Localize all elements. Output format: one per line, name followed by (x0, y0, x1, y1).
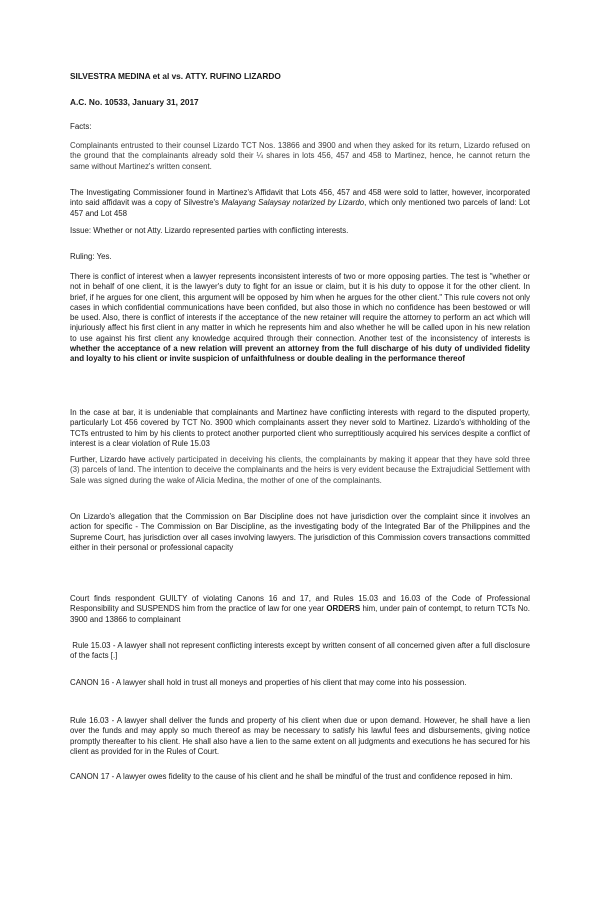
canon-16: CANON 16 - A lawyer shall hold in trust all moneys and properties of his client that may come into his possession. (70, 678, 467, 687)
ruling-paragraph-3 (70, 455, 530, 486)
ruling-p3-rest: actively participated in deceiving his clients, the complainants by making it appear that they have sold three (3) parcels of land. The intention to deceive the complainants and the heirs is very evident because the Extrajudicial Settlement with Sale was signed during the wake of Alicia Medina, the mother of one of the complainants. (70, 455, 530, 485)
case-citation: A.C. No. 10533, January 31, 2017 (70, 97, 199, 107)
disposition-text-2: him, under pain of contempt, to return TCTs No. 3900 and 13866 to complainant (70, 604, 530, 624)
facts-p2-italic: Malayang Salaysay notarized by Lizardo (221, 198, 365, 208)
rule-15-03: Rule 15.03 - A lawyer shall not represent conflicting interests except by written consent of all concerned given after a full disclosure of the facts [.] (70, 641, 533, 661)
disposition-paragraph (70, 594, 530, 625)
facts-paragraph-1: Complainants entrusted to their counsel Lizardo TCT Nos. 13866 and 3900 and when they asked for its return, Lizardo refused on the ground that the complainants already sold their ¼ shares in lots 456, 457 and 458 to Martinez, hence, he cannot return the same without Martinez's written consent. (70, 141, 530, 171)
issue-statement: Issue: Whether or not Atty. Lizardo represented parties with conflicting interests. (70, 226, 349, 235)
disposition-text-1: Court finds respondent GUILTY of violating Canons 16 and 17, and Rules 15.03 and 16.03 of the Code of Professional Responsibility and SUSPENDS him from the practice of law for one year (70, 594, 530, 614)
ruling-p1-bold: whether the acceptance of a new relation will prevent an attorney from the full discharge of his duty of undivided fidelity and loyalty to his client or invite suspicion of unfaithfulness or double dealing in the performance thereof (70, 344, 530, 364)
rule-16-03: Rule 16.03 - A lawyer shall deliver the funds and property of his client when due or upon demand. However, he shall have a lien over the funds and may apply so much thereof as may be necessary to satisfy his lawful fees and disbursements, giving notice promptly thereafter to his client. He shall also have a lien to the same extent on all judgments and executions he has secured for his client as provided for in the Rules of Court. (70, 716, 530, 756)
canon-17: CANON 17 - A lawyer owes fidelity to the cause of his client and he shall be mindful of the trust and confidence reposed in him. (70, 772, 513, 781)
ruling-statement: Ruling: Yes. (70, 252, 112, 261)
facts-heading: Facts: (70, 122, 92, 131)
ruling-p3-lead: Further, Lizardo have (70, 455, 146, 464)
facts-paragraph-2 (70, 188, 530, 219)
facts-p2-text-1: The Investigating Commissioner found in Martinez's Affidavit that Lots 456, 457 and 458 were sold to latter, however, incorporated into said affidavit was a copy of Silvestre's (70, 188, 530, 208)
case-title: SILVESTRA MEDINA et al vs. ATTY. RUFINO LIZARDO (70, 71, 281, 81)
ruling-paragraph-1 (70, 272, 530, 365)
ruling-paragraph-2: In the case at bar, it is undeniable that complainants and Martinez have conflicting interests with regard to the disputed property, particularly Lot 456 covered by TCT No. 3900 which complainants assert they never sold to Martinez. Lizardo's withholding of the TCTs entrusted to him by his clients to protect another purported client who surreptitiously acquired his services despite a conflict of interest is a clear violation of Rule 15.03 (70, 408, 530, 448)
ruling-paragraph-4: On Lizardo's allegation that the Commission on Bar Discipline does not have jurisdiction over the complaint since it involves an action for specific - The Commission on Bar Discipline, as the investigating body of the Integrated Bar of the Philippines and the Supreme Court, has jurisdiction over all cases involving lawyers. The jurisdiction of this Commission covers transactions committed either in their personal or professional capacity (70, 512, 530, 552)
facts-p2-text-2: , which only mentioned two parcels of land: Lot 457 and Lot 458 (70, 198, 530, 218)
disposition-bold: ORDERS (326, 604, 361, 614)
ruling-p1-text: There is conflict of interest when a lawyer represents inconsistent interests of two or more opposing parties. The test is "whether or not in behalf of one client, it is the lawyer's duty to fight for an issue or claim, but it is his duty to oppose it for the other client. In brief, if he argues for one client, this argument will be opposed by him when he argues for the other client." This rule covers not only cases in which confidential communications have been confided, but also those in which no confidence has been bestowed or will be used. Also, there is conflict of interests if the acceptance of the new retainer will require the attorney to perform an act which will injuriously affect his first client in any matter in which he represents him and also whether he will be called upon in his new relation to use against his first client any knowledge acquired through their connection. Another test of the inconsistency of interests is (70, 272, 530, 343)
